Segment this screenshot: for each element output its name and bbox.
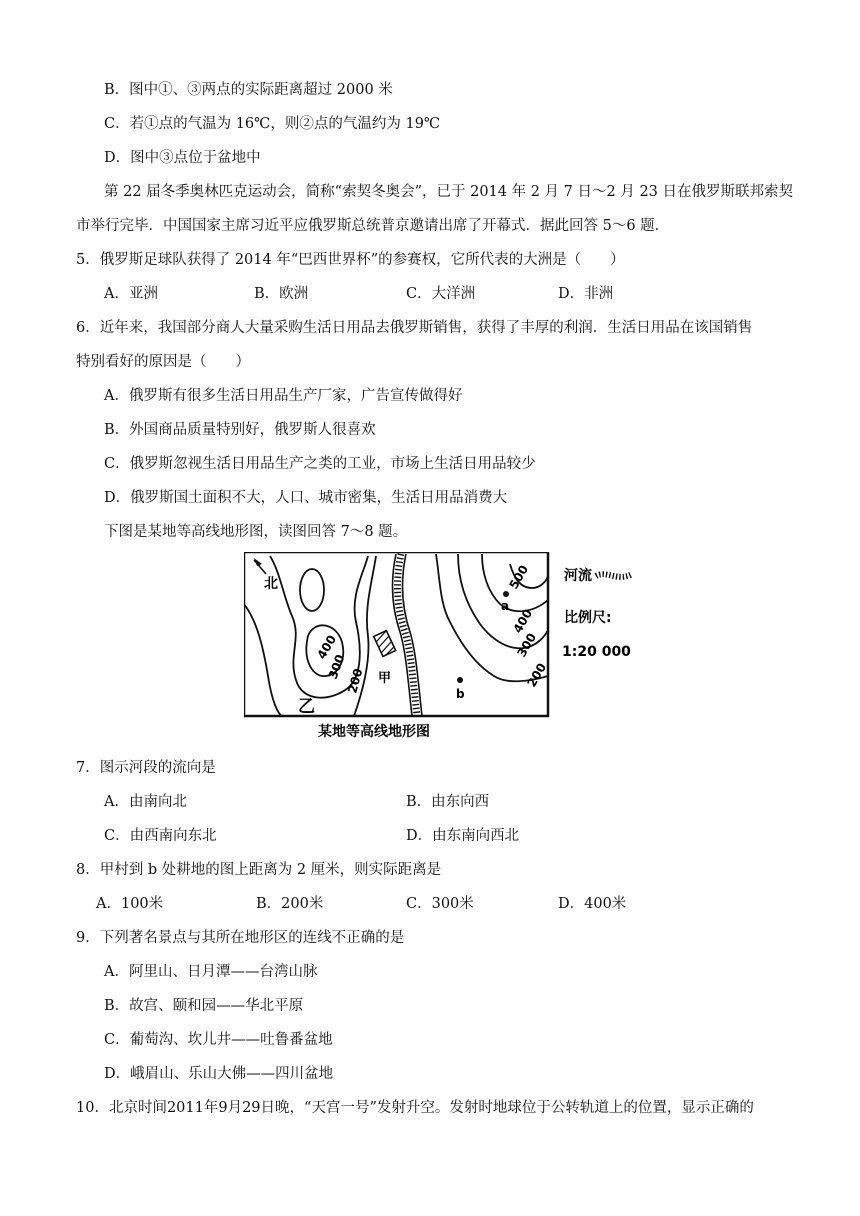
point-a-label: a bbox=[501, 599, 510, 613]
scale-value: 1:20 000 bbox=[562, 644, 631, 660]
q5-option-c: C．大洋洲 bbox=[406, 286, 476, 302]
scale-label: 比例尺: bbox=[564, 610, 612, 626]
q8-option-c: C．300米 bbox=[406, 896, 474, 912]
contour-label-200-left: 200 bbox=[345, 666, 366, 695]
north-label: 北 bbox=[264, 576, 278, 592]
village-jia-label: 甲 bbox=[378, 671, 392, 686]
contour-map-svg bbox=[244, 552, 634, 742]
q6-option-d: D．俄罗斯国土面积不大，人口、城市密集，生活日用品消费大 bbox=[104, 490, 508, 506]
q9-option-b: B．故宫、颐和园——华北平原 bbox=[104, 998, 304, 1014]
olympics-intro-line1: 第 22 届冬季奥林匹克运动会，简称“索契冬奥会”，已于 2014 年 2 月 7 日～2 月 23 日在俄罗斯联邦索契 bbox=[104, 184, 794, 200]
q7-stem: 7．图示河段的流向是 bbox=[76, 760, 216, 776]
q10-stem: 10．北京时间2011年9月29日晚，“天宫一号”发射升空。发射时地球位于公转轨道上的位置，显示正确的 bbox=[76, 1100, 754, 1116]
q5-option-a: A．亚洲 bbox=[104, 286, 158, 302]
olympics-intro-line2: 市举行完毕．中国国家主席习近平应俄罗斯总统普京邀请出席了开幕式．据此回答 5～6 题． bbox=[76, 218, 670, 234]
q6-stem-line2: 特别看好的原因是（ ） bbox=[76, 354, 250, 370]
q8-stem: 8．甲村到 b 处耕地的图上距离为 2 厘米，则实际距离是 bbox=[76, 862, 442, 878]
contour-label-400-right: 400 bbox=[510, 606, 536, 636]
map-intro: 下图是某地等高线地形图，读图回答 7～8 题。 bbox=[104, 524, 408, 540]
q7-option-a: A．由南向北 bbox=[104, 794, 187, 810]
contour-label-300-left: 300 bbox=[325, 652, 348, 682]
q9-stem: 9．下列著名景点与其所在地形区的连线不正确的是 bbox=[76, 930, 405, 946]
q6-option-a: A．俄罗斯有很多生活日用品生产厂家，广告宣传做得好 bbox=[104, 388, 463, 404]
place-yi-label: 乙 bbox=[298, 697, 315, 717]
q5-option-d: D．非洲 bbox=[558, 286, 614, 302]
q6-option-b: B．外国商品质量特别好，俄罗斯人很喜欢 bbox=[104, 422, 376, 438]
q8-option-d: D．400米 bbox=[558, 896, 627, 912]
legend-river-label: 河流 bbox=[564, 568, 592, 584]
q6-option-c: C．俄罗斯忽视生活日用品生产之类的工业，市场上生活日用品较少 bbox=[104, 456, 536, 472]
q9-option-c: C．葡萄沟、坎儿井——吐鲁番盆地 bbox=[104, 1032, 333, 1048]
contour-label-400-left: 400 bbox=[314, 632, 340, 662]
contour-map-figure bbox=[244, 552, 634, 742]
map-caption: 某地等高线地形图 bbox=[318, 724, 430, 740]
q8-option-b: B．200米 bbox=[256, 896, 324, 912]
q5-stem: 5．俄罗斯足球队获得了 2014 年“巴西世界杯”的参赛权，它所代表的大洲是（ ） bbox=[76, 252, 625, 268]
q8-option-a: A．100米 bbox=[96, 896, 164, 912]
legend-river-icon bbox=[596, 574, 632, 577]
contour-label-300-right: 300 bbox=[514, 630, 540, 660]
q7-option-c: C．由西南向东北 bbox=[104, 828, 217, 844]
q7-option-b: B．由东向西 bbox=[406, 794, 490, 810]
q4-option-b: B．图中①、③两点的实际距离超过 2000 米 bbox=[104, 82, 393, 98]
q5-option-b: B．欧洲 bbox=[254, 286, 309, 302]
q4-option-c: C．若①点的气温为 16℃，则②点的气温约为 19℃ bbox=[104, 116, 441, 132]
q9-option-a: A．阿里山、日月潭——台湾山脉 bbox=[104, 964, 318, 980]
q7-option-d: D．由东南向西北 bbox=[406, 828, 520, 844]
point-b-label: b bbox=[456, 687, 465, 701]
point-b-marker bbox=[457, 677, 463, 683]
q4-option-d: D．图中③点位于盆地中 bbox=[104, 150, 261, 166]
contour-label-200-right: 200 bbox=[524, 660, 550, 690]
q6-stem-line1: 6．近年来，我国部分商人大量采购生活日用品去俄罗斯销售，获得了丰厚的利润．生活日用品在该国销售 bbox=[76, 320, 753, 336]
contour-label-500: 500 bbox=[506, 562, 532, 592]
point-a-marker bbox=[503, 591, 509, 597]
q9-option-d: D．峨眉山、乐山大佛——四川盆地 bbox=[104, 1066, 334, 1082]
